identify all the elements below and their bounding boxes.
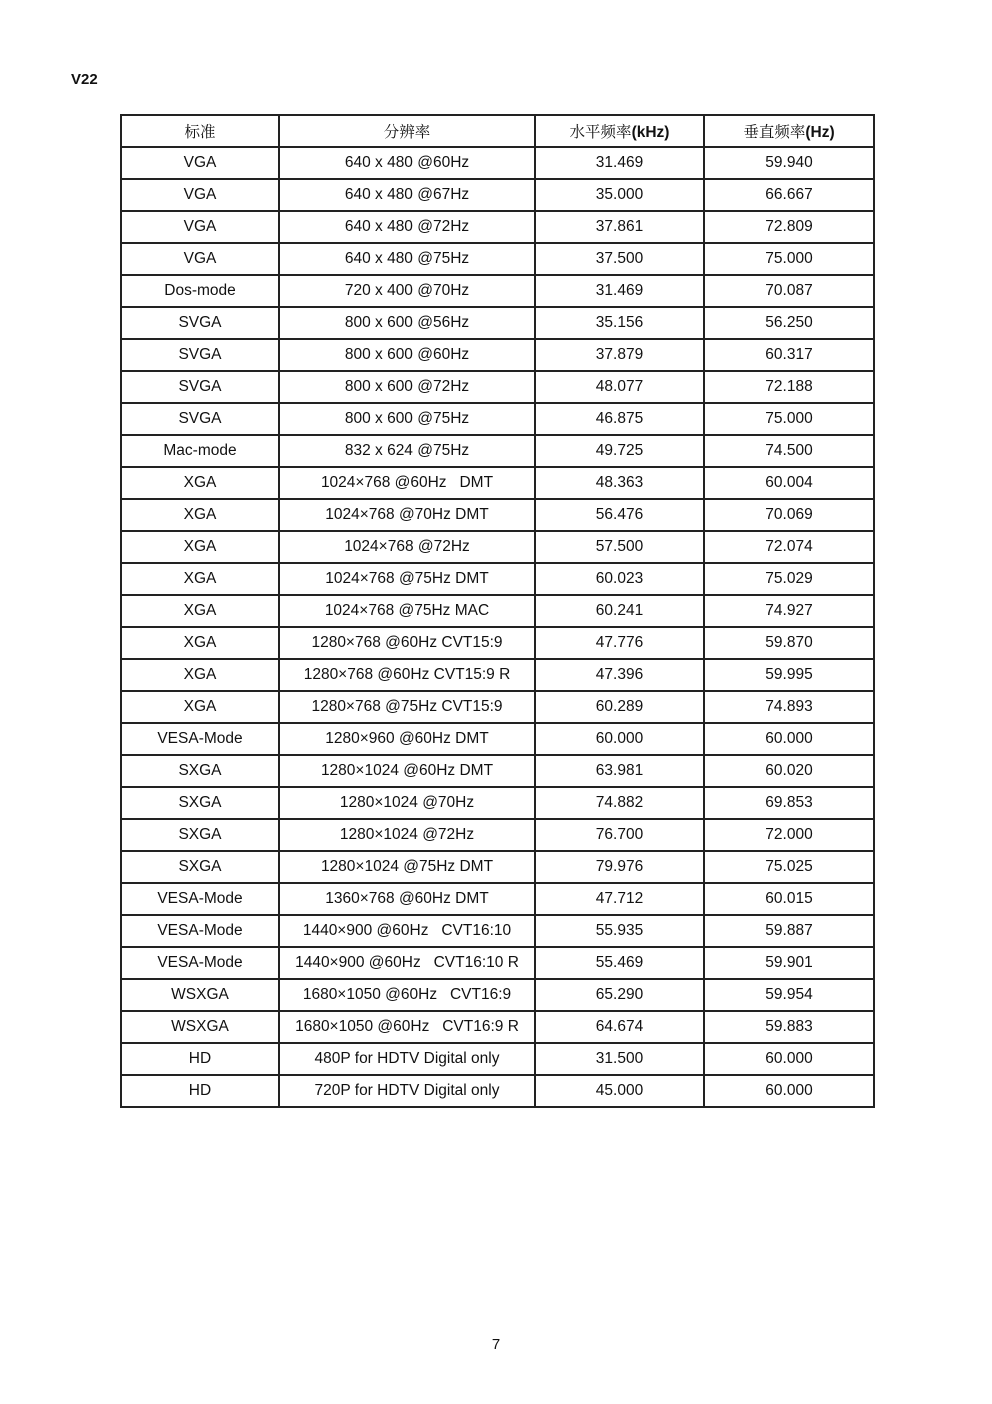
standard-cell: XGA	[121, 531, 279, 563]
standard-cell: XGA	[121, 691, 279, 723]
standard-cell: SXGA	[121, 819, 279, 851]
standard-cell: SXGA	[121, 851, 279, 883]
resolution-cell: 800 x 600 @60Hz	[279, 339, 535, 371]
resolution-cell: 1024×768 @75Hz DMT	[279, 563, 535, 595]
table-row	[121, 531, 874, 563]
table-row	[121, 499, 874, 531]
horizontal-frequency-cell: 56.476	[535, 499, 704, 531]
table-row	[121, 435, 874, 467]
standard-cell: VGA	[121, 243, 279, 275]
horizontal-frequency-cell: 60.289	[535, 691, 704, 723]
horizontal-frequency-cell: 37.861	[535, 211, 704, 243]
vertical-frequency-cell: 59.995	[704, 659, 874, 691]
horizontal-frequency-cell: 79.976	[535, 851, 704, 883]
vertical-frequency-cell: 60.000	[704, 1043, 874, 1075]
header-hfreq-label: 水平频率	[569, 124, 632, 141]
horizontal-frequency-cell: 60.000	[535, 723, 704, 755]
vertical-frequency-cell: 59.870	[704, 627, 874, 659]
resolution-cell: 480P for HDTV Digital only	[279, 1043, 535, 1075]
table-row	[121, 915, 874, 947]
standard-cell: VGA	[121, 147, 279, 179]
vertical-frequency-cell: 74.893	[704, 691, 874, 723]
vertical-frequency-cell: 60.015	[704, 883, 874, 915]
header-row	[121, 115, 874, 147]
vertical-frequency-cell: 60.000	[704, 1075, 874, 1107]
vertical-frequency-cell: 75.000	[704, 403, 874, 435]
horizontal-frequency-cell: 76.700	[535, 819, 704, 851]
table-row	[121, 1011, 874, 1043]
horizontal-frequency-cell: 49.725	[535, 435, 704, 467]
timing-table	[120, 114, 875, 1108]
resolution-cell: 1280×768 @60Hz CVT15:9	[279, 627, 535, 659]
standard-cell: SXGA	[121, 787, 279, 819]
standard-cell: SVGA	[121, 307, 279, 339]
standard-cell: XGA	[121, 499, 279, 531]
table-row	[121, 147, 874, 179]
horizontal-frequency-cell: 45.000	[535, 1075, 704, 1107]
resolution-cell: 720P for HDTV Digital only	[279, 1075, 535, 1107]
vertical-frequency-cell: 74.500	[704, 435, 874, 467]
standard-cell: SVGA	[121, 371, 279, 403]
standard-cell: VESA-Mode	[121, 883, 279, 915]
horizontal-frequency-cell: 65.290	[535, 979, 704, 1011]
resolution-cell: 640 x 480 @60Hz	[279, 147, 535, 179]
resolution-cell: 1440×900 @60Hz CVT16:10 R	[279, 947, 535, 979]
horizontal-frequency-cell: 63.981	[535, 755, 704, 787]
horizontal-frequency-cell: 60.241	[535, 595, 704, 627]
resolution-cell: 1280×1024 @60Hz DMT	[279, 755, 535, 787]
table-row	[121, 947, 874, 979]
resolution-cell: 832 x 624 @75Hz	[279, 435, 535, 467]
standard-cell: VGA	[121, 179, 279, 211]
resolution-cell: 1360×768 @60Hz DMT	[279, 883, 535, 915]
header-horizontal-frequency	[535, 115, 704, 147]
resolution-cell: 1280×768 @60Hz CVT15:9 R	[279, 659, 535, 691]
horizontal-frequency-cell: 74.882	[535, 787, 704, 819]
resolution-cell: 1280×960 @60Hz DMT	[279, 723, 535, 755]
header-hfreq-unit: (kHz)	[631, 124, 670, 141]
horizontal-frequency-cell: 47.776	[535, 627, 704, 659]
table-row	[121, 275, 874, 307]
resolution-cell: 800 x 600 @72Hz	[279, 371, 535, 403]
resolution-cell: 1680×1050 @60Hz CVT16:9	[279, 979, 535, 1011]
horizontal-frequency-cell: 35.000	[535, 179, 704, 211]
vertical-frequency-cell: 59.940	[704, 147, 874, 179]
standard-cell: Dos-mode	[121, 275, 279, 307]
table-row	[121, 979, 874, 1011]
vertical-frequency-cell: 75.029	[704, 563, 874, 595]
table-row	[121, 691, 874, 723]
horizontal-frequency-cell: 31.469	[535, 275, 704, 307]
table-row	[121, 467, 874, 499]
standard-cell: SXGA	[121, 755, 279, 787]
horizontal-frequency-cell: 55.935	[535, 915, 704, 947]
standard-cell: XGA	[121, 563, 279, 595]
standard-cell: VESA-Mode	[121, 915, 279, 947]
horizontal-frequency-cell: 48.363	[535, 467, 704, 499]
table-row	[121, 819, 874, 851]
resolution-cell: 1024×768 @70Hz DMT	[279, 499, 535, 531]
standard-cell: HD	[121, 1043, 279, 1075]
standard-cell: WSXGA	[121, 979, 279, 1011]
vertical-frequency-cell: 72.000	[704, 819, 874, 851]
resolution-cell: 1280×1024 @72Hz	[279, 819, 535, 851]
vertical-frequency-cell: 72.188	[704, 371, 874, 403]
table-row	[121, 1043, 874, 1075]
table-row	[121, 1075, 874, 1107]
standard-cell: VESA-Mode	[121, 947, 279, 979]
standard-cell: VESA-Mode	[121, 723, 279, 755]
vertical-frequency-cell: 70.087	[704, 275, 874, 307]
header-vfreq-unit: (Hz)	[805, 124, 835, 141]
vertical-frequency-cell: 59.887	[704, 915, 874, 947]
standard-cell: XGA	[121, 659, 279, 691]
horizontal-frequency-cell: 55.469	[535, 947, 704, 979]
standard-cell: Mac-mode	[121, 435, 279, 467]
horizontal-frequency-cell: 37.500	[535, 243, 704, 275]
standard-cell: SVGA	[121, 339, 279, 371]
vertical-frequency-cell: 72.074	[704, 531, 874, 563]
vertical-frequency-cell: 74.927	[704, 595, 874, 627]
vertical-frequency-cell: 59.883	[704, 1011, 874, 1043]
horizontal-frequency-cell: 37.879	[535, 339, 704, 371]
standard-cell: VGA	[121, 211, 279, 243]
resolution-cell: 640 x 480 @67Hz	[279, 179, 535, 211]
horizontal-frequency-cell: 47.712	[535, 883, 704, 915]
header-standard: 标准	[121, 115, 279, 147]
vertical-frequency-cell: 59.901	[704, 947, 874, 979]
horizontal-frequency-cell: 64.674	[535, 1011, 704, 1043]
horizontal-frequency-cell: 57.500	[535, 531, 704, 563]
model-title: V22	[71, 71, 98, 88]
resolution-cell: 640 x 480 @72Hz	[279, 211, 535, 243]
vertical-frequency-cell: 69.853	[704, 787, 874, 819]
resolution-cell: 1280×1024 @75Hz DMT	[279, 851, 535, 883]
standard-cell: XGA	[121, 595, 279, 627]
header-vertical-frequency	[704, 115, 874, 147]
header-vfreq-label: 垂直频率	[743, 124, 806, 141]
table-row	[121, 179, 874, 211]
resolution-cell: 800 x 600 @56Hz	[279, 307, 535, 339]
standard-cell: HD	[121, 1075, 279, 1107]
horizontal-frequency-cell: 48.077	[535, 371, 704, 403]
vertical-frequency-cell: 72.809	[704, 211, 874, 243]
table-row	[121, 243, 874, 275]
table-row	[121, 883, 874, 915]
page-number: 7	[491, 1336, 501, 1353]
horizontal-frequency-cell: 35.156	[535, 307, 704, 339]
table-row	[121, 723, 874, 755]
resolution-cell: 640 x 480 @75Hz	[279, 243, 535, 275]
vertical-frequency-cell: 60.317	[704, 339, 874, 371]
resolution-cell: 1280×768 @75Hz CVT15:9	[279, 691, 535, 723]
resolution-cell: 1024×768 @75Hz MAC	[279, 595, 535, 627]
table-row	[121, 307, 874, 339]
vertical-frequency-cell: 56.250	[704, 307, 874, 339]
resolution-cell: 1024×768 @60Hz DMT	[279, 467, 535, 499]
table-row	[121, 595, 874, 627]
table-row	[121, 563, 874, 595]
resolution-cell: 1280×1024 @70Hz	[279, 787, 535, 819]
horizontal-frequency-cell: 31.500	[535, 1043, 704, 1075]
horizontal-frequency-cell: 60.023	[535, 563, 704, 595]
standard-cell: XGA	[121, 627, 279, 659]
table-row	[121, 339, 874, 371]
vertical-frequency-cell: 70.069	[704, 499, 874, 531]
standard-cell: SVGA	[121, 403, 279, 435]
resolution-cell: 720 x 400 @70Hz	[279, 275, 535, 307]
table-row	[121, 755, 874, 787]
table-row	[121, 787, 874, 819]
table-row	[121, 659, 874, 691]
vertical-frequency-cell: 75.025	[704, 851, 874, 883]
horizontal-frequency-cell: 31.469	[535, 147, 704, 179]
resolution-cell: 1024×768 @72Hz	[279, 531, 535, 563]
resolution-cell: 800 x 600 @75Hz	[279, 403, 535, 435]
table-row	[121, 211, 874, 243]
table-row	[121, 627, 874, 659]
vertical-frequency-cell: 75.000	[704, 243, 874, 275]
vertical-frequency-cell: 59.954	[704, 979, 874, 1011]
vertical-frequency-cell: 60.020	[704, 755, 874, 787]
timing-rows	[121, 147, 874, 1107]
table-row	[121, 403, 874, 435]
resolution-cell: 1680×1050 @60Hz CVT16:9 R	[279, 1011, 535, 1043]
vertical-frequency-cell: 60.004	[704, 467, 874, 499]
header-resolution: 分辨率	[279, 115, 535, 147]
vertical-frequency-cell: 66.667	[704, 179, 874, 211]
resolution-cell: 1440×900 @60Hz CVT16:10	[279, 915, 535, 947]
table-row	[121, 851, 874, 883]
horizontal-frequency-cell: 46.875	[535, 403, 704, 435]
standard-cell: XGA	[121, 467, 279, 499]
table-row	[121, 371, 874, 403]
standard-cell: WSXGA	[121, 1011, 279, 1043]
horizontal-frequency-cell: 47.396	[535, 659, 704, 691]
vertical-frequency-cell: 60.000	[704, 723, 874, 755]
